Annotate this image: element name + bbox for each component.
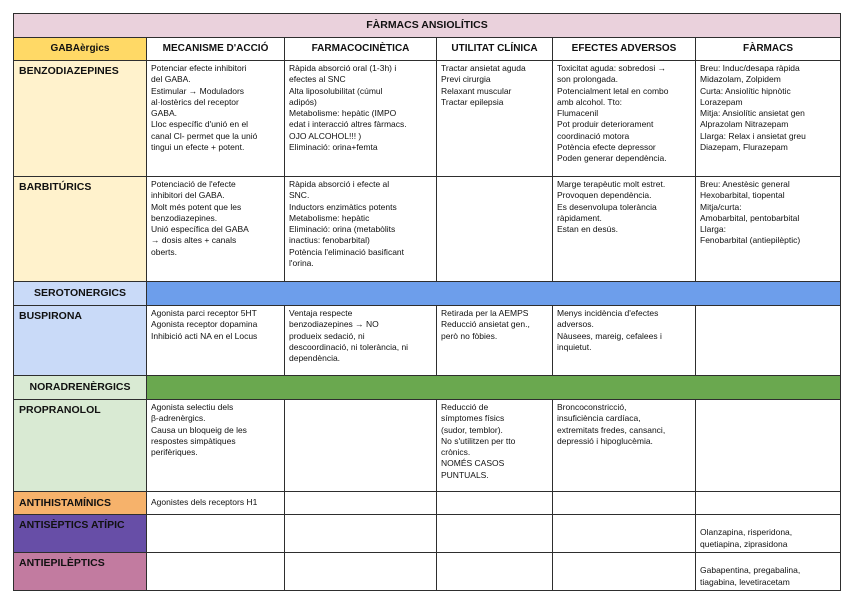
cell-line: adipós) (289, 96, 317, 107)
cell-line: oberts. (151, 246, 177, 257)
cell-mecanisme (147, 177, 285, 282)
cell-efectes (553, 177, 696, 282)
cell-line: Agonistes dels receptors H1 (151, 497, 258, 508)
cell-line: Potenciar efecte inhibitori (151, 63, 247, 73)
cell-line: Provoquen dependència. (557, 190, 652, 201)
cell-line: Metabolisme: hepàtic (IMPO (289, 108, 397, 119)
cell-line: Broncoconstricció, (557, 402, 627, 412)
cell-line: quetiapina, ziprasidona (700, 538, 788, 549)
cell-line: efectes al SNC (289, 74, 346, 85)
cell-line: Causa un bloqueig de les (151, 424, 247, 435)
cell-line: Toxicitat aguda: sobredosi → (557, 63, 667, 73)
cell-line: Hexobarbital, tiopental (700, 190, 785, 201)
cell-empty (553, 515, 696, 553)
row-label-benzodiazepines: BENZODIAZEPINES (14, 61, 147, 177)
cell-farmacocinetica (285, 306, 437, 376)
cell-efectes (553, 400, 696, 492)
cell-line: Lloc específic d'unió en el (151, 119, 249, 130)
cell-line: Breu: Induc/desapa ràpida (700, 63, 800, 73)
cell-line: SNC. (289, 190, 310, 201)
cell-utilitat (437, 400, 553, 492)
cell-line: depressió i hipoglucèmia. (557, 435, 653, 446)
cell-line: perifèriques. (151, 447, 198, 458)
cell-line: tingui un efecte + potent. (151, 142, 245, 153)
table-row (14, 177, 841, 282)
cell-line: edat i interacció altres fàrmacs. (289, 119, 407, 130)
cell-line: coordinació motora (557, 130, 630, 141)
cell-line: del GABA. (151, 74, 191, 85)
cell-empty (285, 492, 437, 515)
cell-line: → dosis altes + canals (151, 235, 237, 246)
cell-farmacocinetica (285, 400, 437, 492)
cell-line: Alprazolam Nitrazepam (700, 119, 789, 130)
cell-line: Mitja: Ansiolític ansietat gen (700, 108, 805, 119)
cell-line: Breu: Anestèsic general (700, 179, 790, 189)
row-label-barbiturics: BARBITÚRICS (14, 177, 147, 282)
table-row (14, 553, 841, 591)
cell-line: extremitats fredes, cansanci, (557, 424, 666, 435)
cell-farmacs (696, 177, 841, 282)
cell-line: Metabolisme: hepàtic (289, 212, 370, 223)
cell-line: insuficiència cardíaca, (557, 413, 641, 424)
cell-line: Inhibició acti NA en el Locus (151, 330, 258, 341)
cell-line: Tractar ansietat aguda (441, 63, 526, 73)
cell-line: Relaxant muscular (441, 85, 512, 96)
cell-line: Agonista selectiu dels (151, 402, 234, 412)
header-gabaergics: GABAèrgics (14, 38, 147, 61)
cell-empty (553, 492, 696, 515)
cell-line: Previ cirurgia (441, 74, 491, 85)
cell-empty (147, 515, 285, 553)
cell-line: Reducció ansietat gen., (441, 319, 530, 330)
header-farmacocinetica: FARMACOCINÈTICA (285, 38, 437, 61)
cell-line: Ràpida absorció oral (1-3h) i (289, 63, 397, 73)
cell-line: Agonista receptor dopamina (151, 319, 258, 330)
cell-empty (285, 553, 437, 591)
cell-line: Olanzapina, risperidona, (700, 527, 793, 538)
cell-line: Estimular → Moduladors (151, 85, 245, 96)
cell-line: Ventaja respecte (289, 308, 353, 318)
cell-farmacs (696, 515, 841, 553)
table-title: FÀRMACS ANSIOLÍTICS (14, 14, 841, 38)
row-label-antiepileptics: ANTIEPILÈPTICS (14, 553, 147, 591)
row-label-propranolol: PROPRANOLOL (14, 400, 147, 492)
cell-line: benzodiazepines. (151, 212, 218, 223)
cell-utilitat (437, 177, 553, 282)
cell-line: inquietut. (557, 341, 592, 352)
row-label-buspirona: BUSPIRONA (14, 306, 147, 376)
table-row (14, 492, 841, 515)
cell-line: Potenciació de l'efecte (151, 179, 236, 189)
cell-line: Lorazepam (700, 96, 743, 107)
cell-line: Alta liposolubilitat (cúmul (289, 85, 383, 96)
cell-line: GABA. (151, 108, 177, 119)
cell-farmacs (696, 400, 841, 492)
cell-line: (sudor, temblor). (441, 424, 503, 435)
cell-line: respostes simpàtiques (151, 435, 236, 446)
cell-line: Flumacenil (557, 108, 599, 119)
section-band (147, 282, 841, 306)
cell-empty (437, 553, 553, 591)
cell-farmacs (696, 553, 841, 591)
section-label-serotonergics: SEROTONERGICS (14, 282, 147, 306)
cell-line: Eliminació: orina (metabòlits (289, 224, 396, 235)
cell-line: Ràpida absorció i efecte al (289, 179, 390, 189)
cell-line: Llarga: Relax i ansietat greu (700, 130, 806, 141)
cell-mecanisme (147, 61, 285, 177)
table-row (14, 306, 841, 376)
cell-line: adversos. (557, 319, 594, 330)
row-label-antihistaminics: ANTIHISTAMÍNICS (14, 492, 147, 515)
cell-line: símptomes físics (441, 413, 505, 424)
header-mecanisme: MECANISME D'ACCIÓ (147, 38, 285, 61)
cell-line: canal Cl- permet que la unió (151, 130, 258, 141)
header-efectes: EFECTES ADVERSOS (553, 38, 696, 61)
table-row (14, 400, 841, 492)
cell-line: amb alcohol. Tto: (557, 96, 623, 107)
cell-line: Poden generar dependència. (557, 153, 667, 164)
cell-line: inhibitori del GABA. (151, 190, 225, 201)
header-farmacs: FÀRMACS (696, 38, 841, 61)
cell-line: Tractar epilepsia (441, 96, 504, 107)
table-row (14, 61, 841, 177)
section-label-noradrenergics: NORADRENÈRGICS (14, 376, 147, 400)
cell-line: Es desenvolupa tolerància (557, 201, 657, 212)
cell-line: β-adrenèrgics. (151, 413, 206, 424)
cell-line: Midazolam, Zolpidem (700, 74, 781, 85)
cell-line: Pot produir deteriorament (557, 119, 654, 130)
section-row-noradrenergics (14, 376, 841, 400)
cell-line: Amobarbital, pentobarbital (700, 212, 800, 223)
cell-utilitat (437, 61, 553, 177)
cell-line: Fenobarbital (antiepilèptic) (700, 235, 801, 246)
cell-line: OJO ALCOHOL!!! ) (289, 130, 362, 141)
cell-line: Nàusees, mareig, cefalees i (557, 330, 662, 341)
cell-line: Diazepam, Flurazepam (700, 142, 788, 153)
cell-line: Mitja/curta: (700, 201, 742, 212)
cell-line: crònics. (441, 447, 471, 458)
cell-empty (553, 553, 696, 591)
cell-mecanisme (147, 306, 285, 376)
cell-line: benzodiazepines → NO (289, 319, 379, 330)
cell-line: Marge terapèutic molt estret. (557, 179, 666, 189)
cell-line: Estan en desús. (557, 224, 618, 235)
cell-farmacs (696, 61, 841, 177)
cell-line: Molt més potent que les (151, 201, 242, 212)
cell-utilitat (437, 306, 553, 376)
cell-empty (437, 515, 553, 553)
cell-line: PUNTUALS. (441, 469, 489, 480)
cell-line: Reducció de (441, 402, 489, 412)
cell-line: Menys incidència d'efectes (557, 308, 659, 318)
cell-line: Potència efecte depressor (557, 142, 656, 153)
cell-efectes (553, 61, 696, 177)
cell-mecanisme (147, 492, 285, 515)
anxiolytics-table (13, 13, 841, 591)
section-row-serotonergics (14, 282, 841, 306)
cell-line: Llarga: (700, 224, 726, 235)
cell-line: Inductors enzimàtics potents (289, 201, 397, 212)
cell-efectes (553, 306, 696, 376)
cell-line: Gabapentina, pregabalina, (700, 565, 801, 576)
cell-line: produeix sedació, ni (289, 330, 365, 341)
cell-mecanisme (147, 400, 285, 492)
row-label-antiseptics-atipic: ANTISÈPTICS ATÍPIC (14, 515, 147, 553)
cell-empty (285, 515, 437, 553)
cell-line: Potència l'eliminació basificant (289, 246, 405, 257)
cell-line: Curta: Ansiolític hipnòtic (700, 85, 791, 96)
cell-line: tiagabina, levetiracetam (700, 576, 790, 587)
cell-line: dependència. (289, 353, 341, 364)
cell-line: Unió específica del GABA (151, 224, 249, 235)
cell-line: ràpidament. (557, 212, 602, 223)
cell-farmacs (696, 306, 841, 376)
cell-line: descoordinació, ni tolerància, ni (289, 341, 409, 352)
cell-line: NOMÉS CASOS (441, 458, 505, 469)
cell-line: inactius: fenobarbital) (289, 235, 370, 246)
cell-empty (437, 492, 553, 515)
cell-line: son prolongada. (557, 74, 618, 85)
header-utilitat: UTILITAT CLÍNICA (437, 38, 553, 61)
cell-empty (696, 492, 841, 515)
cell-line: l'orina. (289, 258, 314, 269)
cell-line: Potencialment letal en combo (557, 85, 669, 96)
cell-farmacocinetica (285, 177, 437, 282)
cell-farmacocinetica (285, 61, 437, 177)
cell-empty (147, 553, 285, 591)
cell-line: Retirada per la AEMPS (441, 308, 529, 318)
cell-line: No s'utilitzen per tto (441, 435, 516, 446)
section-band (147, 376, 841, 400)
cell-line: però no fòbies. (441, 330, 498, 341)
table-row (14, 515, 841, 553)
cell-line: Eliminació: orina+femta (289, 142, 378, 153)
cell-line: Agonista parci receptor 5HT (151, 308, 257, 318)
cell-line: al·lostèrics del receptor (151, 96, 239, 107)
